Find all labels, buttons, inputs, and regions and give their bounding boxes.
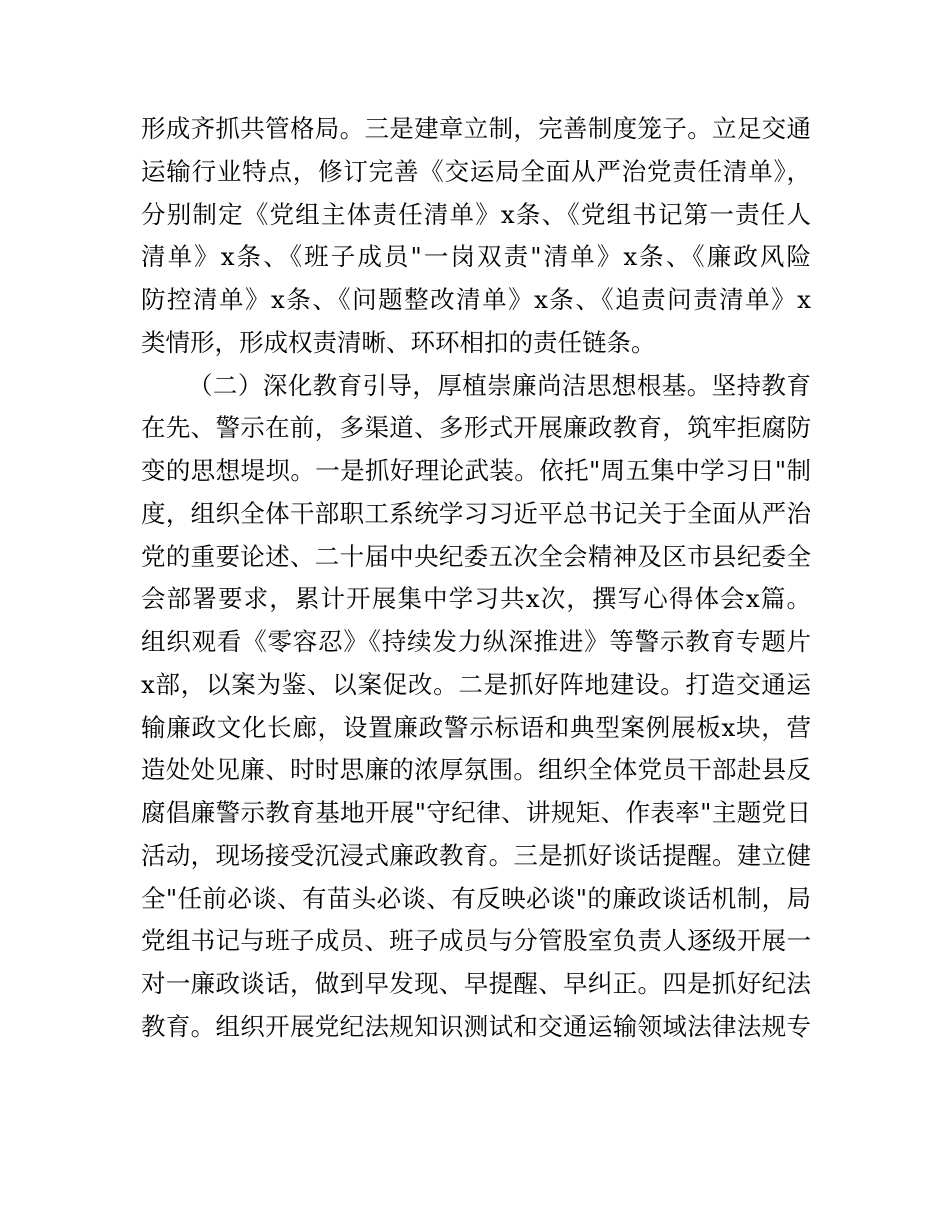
text-line: 度，组织全体干部职工系统学习习近平总书记关于全面从严治 (141, 498, 812, 528)
paragraph-start-line: （二）深化教育引导，厚植崇廉尚洁思想根基。坚持教育 (188, 370, 812, 400)
text-line: 在先、警示在前，多渠道、多形式开展廉政教育，筑牢拒腐防 (141, 413, 812, 443)
text-line: 造处处见廉、时时思廉的浓厚氛围。组织全体党员干部赴县反 (141, 755, 812, 785)
text-line: 形成齐抓共管格局。三是建章立制，完善制度笼子。立足交通 (141, 114, 812, 143)
text-line: 防控清单》x条、《问题整改清单》x条、《追责问责清单》x (141, 285, 813, 314)
text-line: x部，以案为鉴、以案促改。二是抓好阵地建设。打造交通运 (141, 669, 812, 699)
text-line: 活动，现场接受沉浸式廉政教育。三是抓好谈话提醒。建立健 (141, 840, 812, 870)
text-line: 运输行业特点，修订完善《交运局全面从严治党责任清单》， (141, 156, 812, 186)
text-line: 组织观看《零容忍》《持续发力纵深推进》等警示教育专题片 (141, 627, 812, 656)
text-line: 会部署要求，累计开展集中学习共x次，撰写心得体会x篇。 (141, 584, 813, 614)
text-line: 变的思想堤坝。一是抓好理论武装。依托"周五集中学习日"制 (141, 456, 812, 485)
text-line: 全"任前必谈、有苗头必谈、有反映必谈"的廉政谈话机制，局 (141, 883, 812, 913)
text-line: 类情形，形成权责清晰、环环相扣的责任链条。 (141, 327, 656, 357)
text-line: 分别制定《党组主体责任清单》x条、《党组书记第一责任人 (141, 199, 813, 229)
text-line: 对一廉政谈话，做到早发现、早提醒、早纠正。四是抓好纪法 (141, 969, 812, 998)
text-line: 腐倡廉警示教育基地开展"守纪律、讲规矩、作表率"主题党日 (141, 798, 812, 827)
text-line: 党的重要论述、二十届中央纪委五次全会精神及区市县纪委全 (141, 541, 812, 571)
text-line: 清单》x条、《班子成员"一岗双责"清单》x条、《廉政风险 (141, 242, 814, 272)
body-text (141, 108, 814, 1049)
text-line: 党组书记与班子成员、班子成员与分管股室负责人逐级开展一 (141, 926, 812, 956)
text-line: 教育。组织开展党纪法规知识测试和交通运输领域法律法规专 (141, 1011, 812, 1041)
text-line: 输廉政文化长廊，设置廉政警示标语和典型案例展板x块，营 (141, 712, 812, 742)
